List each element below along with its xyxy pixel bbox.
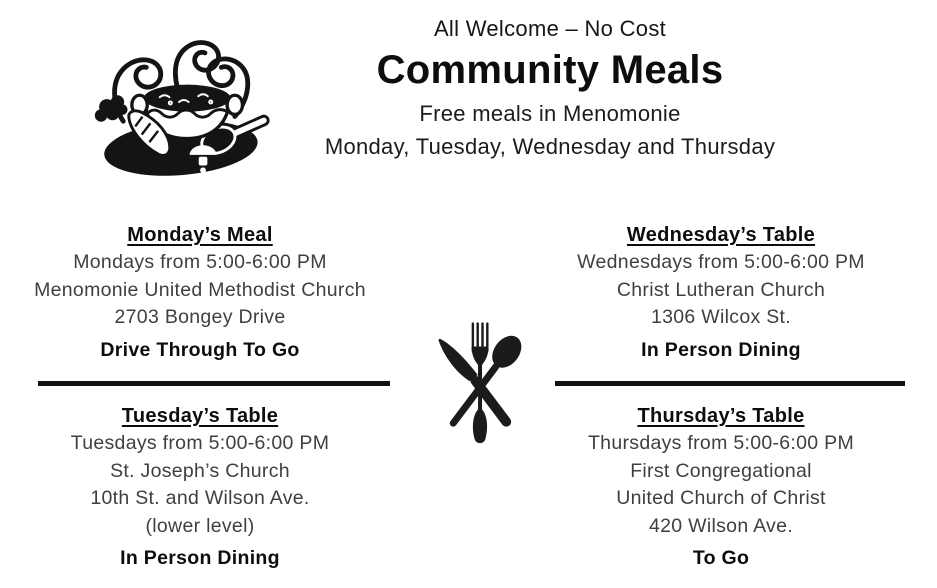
meal-time-tuesday: Tuesdays from 5:00-6:00 PM — [70, 432, 330, 454]
meal-title-wednesday: Wednesday’s Table — [626, 224, 816, 246]
days-line: Monday, Tuesday, Wednesday and Thursday — [324, 134, 776, 159]
meal-time-thursday: Thursdays from 5:00-6:00 PM — [587, 432, 855, 454]
meal-service-monday: Drive Through To Go — [100, 338, 300, 361]
meal-title-thursday: Thursday’s Table — [637, 405, 805, 427]
meal-venue-monday: Menomonie United Methodist Church — [34, 278, 366, 301]
meal-section-tuesday — [30, 402, 370, 572]
meal-venue-thursday-1: First Congregational — [630, 459, 812, 482]
meal-title-monday: Monday’s Meal — [127, 224, 273, 246]
meal-address-tuesday: 10th St. and Wilson Ave. — [90, 487, 310, 509]
meal-note-tuesday: (lower level) — [145, 514, 255, 537]
meal-service-thursday: To Go — [692, 547, 750, 569]
meal-venue-thursday-2: United Church of Christ — [616, 487, 826, 509]
meal-address-thursday: 420 Wilson Ave. — [649, 514, 793, 537]
meal-address-wednesday: 1306 Wilcox St. — [651, 306, 791, 328]
subtitle: Free meals in Menomonie — [419, 101, 681, 126]
meal-title-tuesday: Tuesday’s Table — [121, 405, 279, 427]
meal-time-monday: Mondays from 5:00-6:00 PM — [73, 251, 327, 273]
divider-right — [555, 381, 905, 386]
meal-section-monday — [30, 221, 370, 364]
meal-venue-tuesday: St. Joseph’s Church — [110, 459, 290, 482]
meal-service-wednesday: In Person Dining — [641, 338, 801, 361]
tagline: All Welcome – No Cost — [433, 16, 667, 41]
meal-section-wednesday — [551, 221, 891, 364]
page-title: Community Meals — [376, 48, 724, 92]
meal-service-tuesday: In Person Dining — [120, 547, 280, 569]
flyer-header — [163, 13, 937, 163]
meal-address-monday: 2703 Bongey Drive — [114, 306, 286, 328]
divider-left — [38, 381, 390, 386]
utensils-icon — [429, 319, 531, 450]
meal-section-thursday — [551, 402, 891, 572]
meal-time-wednesday: Wednesdays from 5:00-6:00 PM — [577, 251, 865, 273]
meal-venue-wednesday: Christ Lutheran Church — [616, 278, 826, 301]
